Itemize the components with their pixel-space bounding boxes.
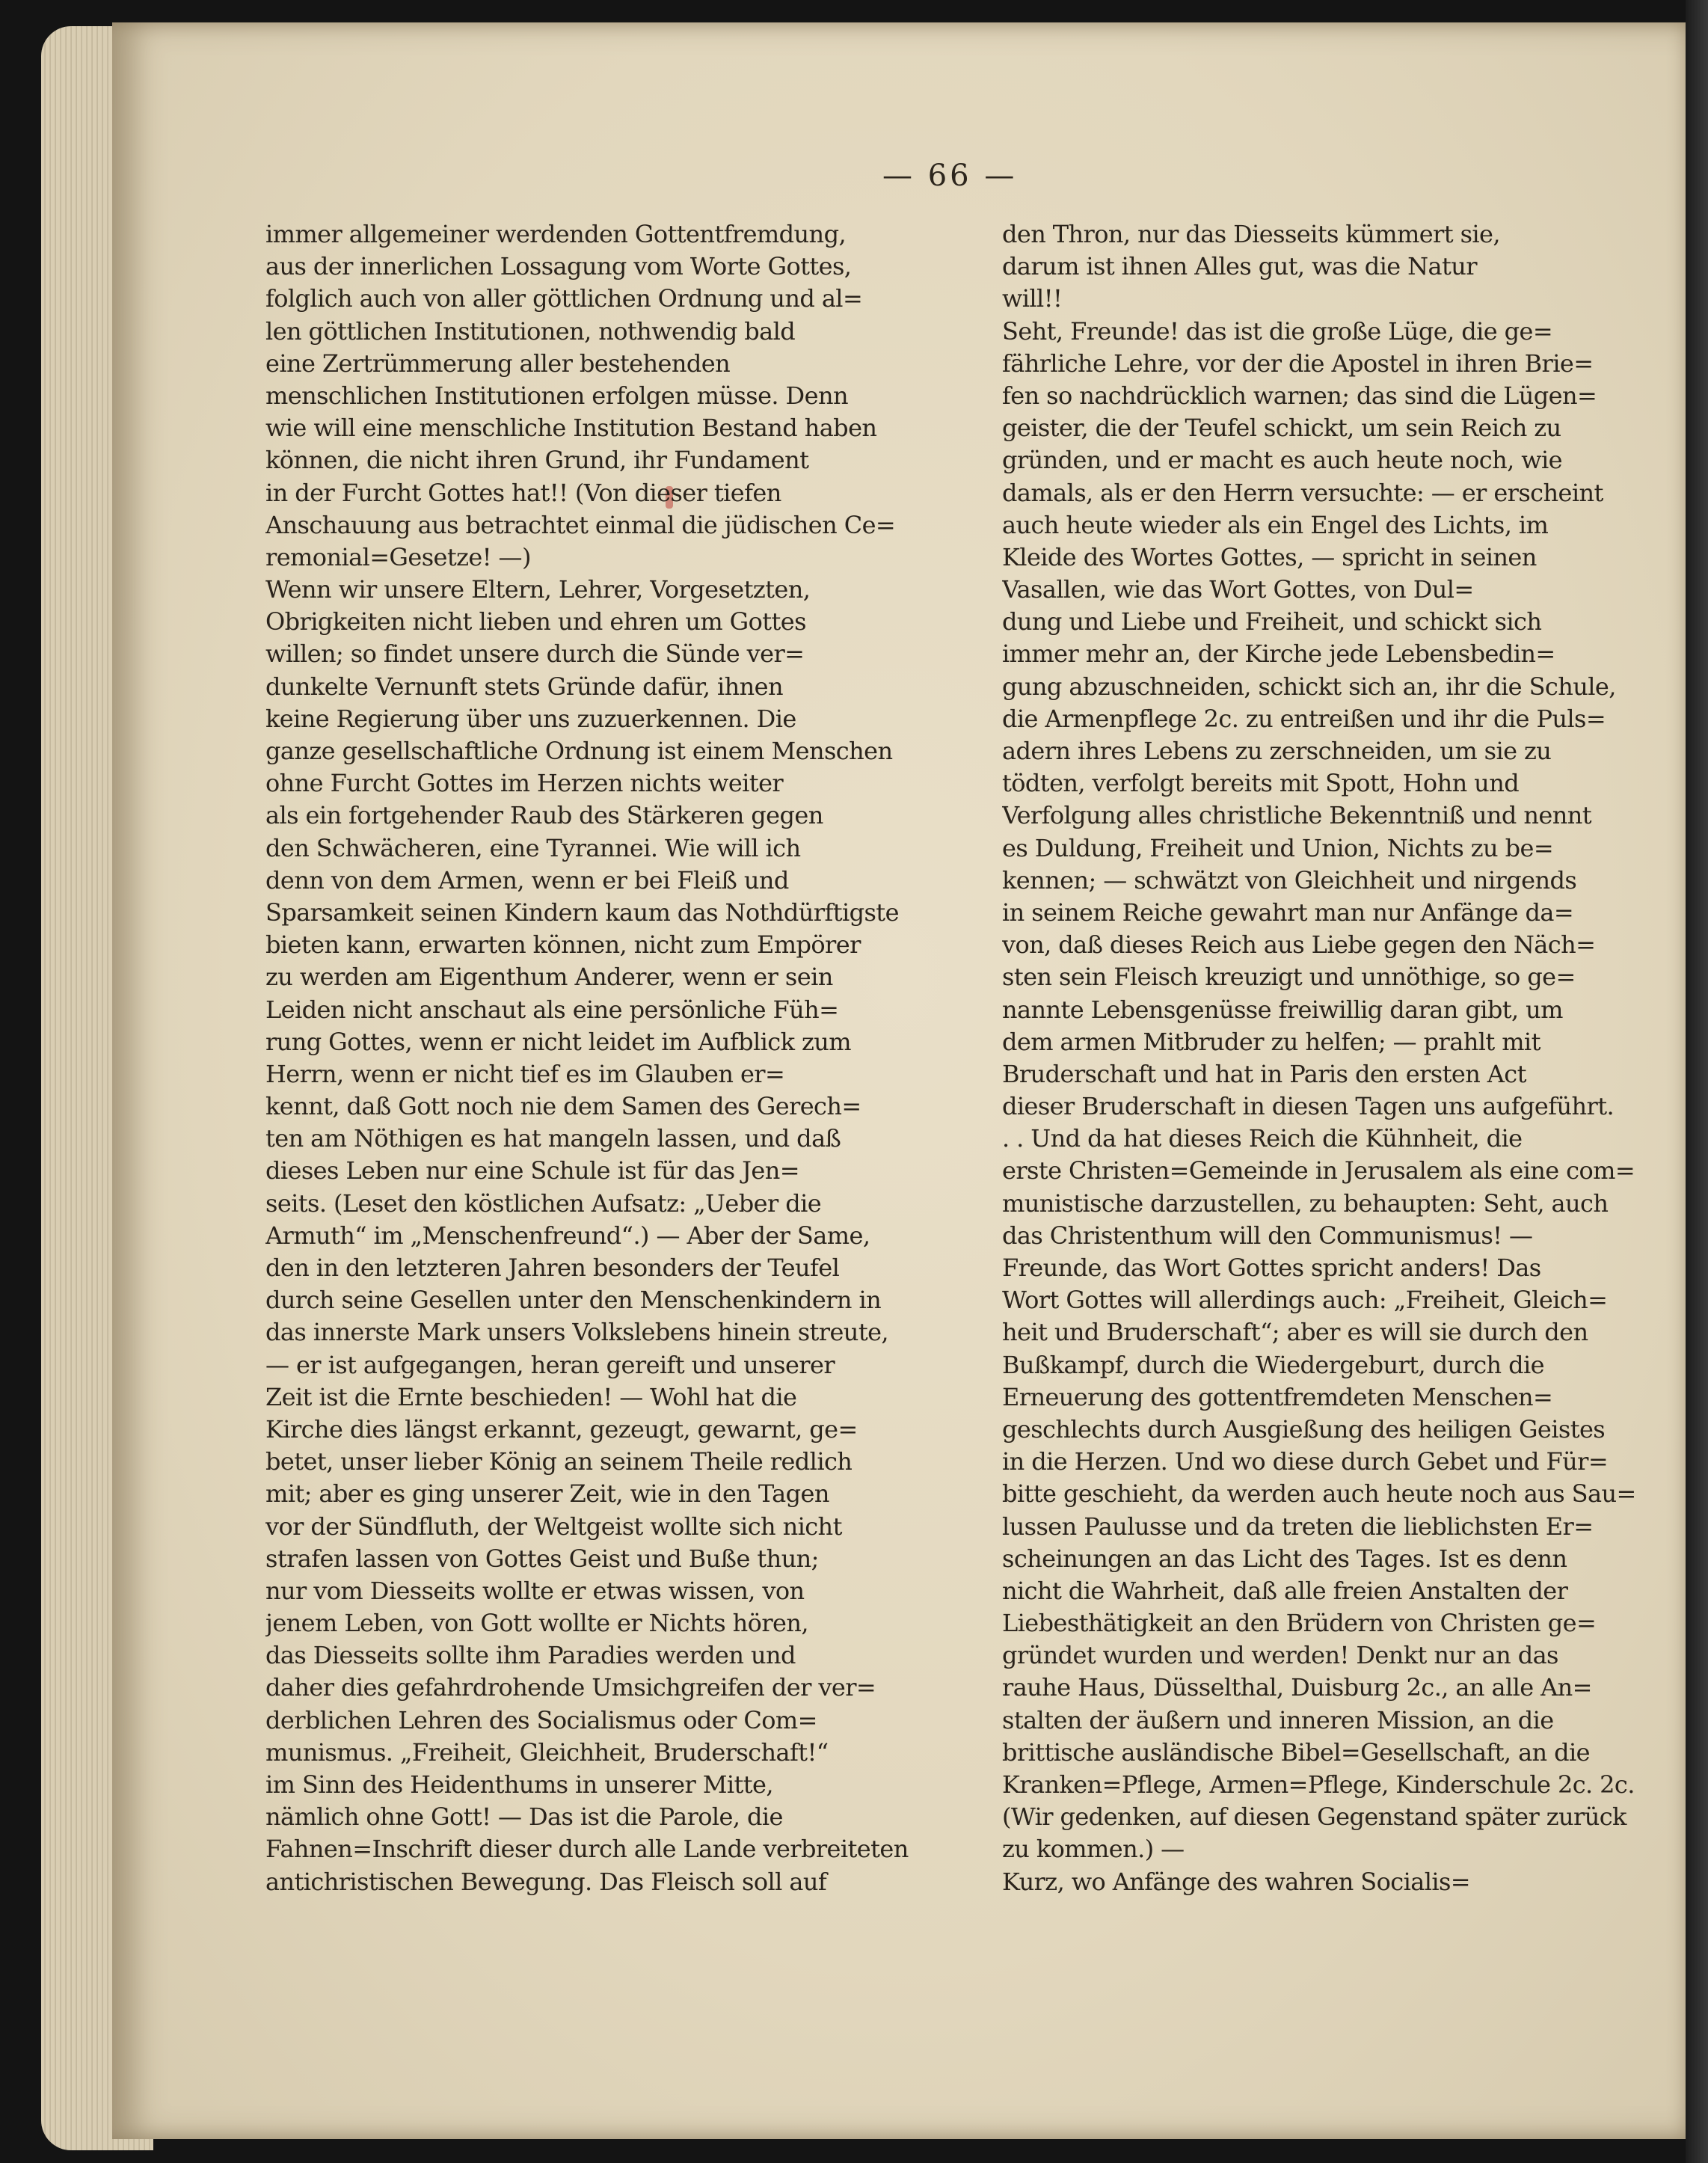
text-line: adern ihres Lebens zu zerschneiden, um sie zu: [1002, 737, 1552, 765]
text-line: — er ist aufgegangen, heran gereift und unserer: [265, 1350, 835, 1379]
text-line: den in den letzteren Jahren besonders der Teufel: [265, 1254, 840, 1282]
text-line: geschlechts durch Ausgießung des heiligen Geistes: [1002, 1414, 1606, 1443]
text-line: will!!: [1002, 284, 1063, 313]
text-line: folglich auch von aller göttlichen Ordnung und al=: [265, 284, 863, 313]
text-line: kennen; — schwätzt von Gleichheit und nirgends: [1002, 865, 1577, 895]
text-line: auch heute wieder als ein Engel des Lichts, im: [1002, 510, 1549, 539]
text-line: jenem Leben, von Gott wollte er Nichts hören,: [265, 1609, 808, 1638]
text-line: Wort Gottes will allerdings auch: „Freiheit, Gleich=: [1002, 1286, 1608, 1315]
text-line: Erneuerung des gottentfremdeten Menschen=: [1002, 1382, 1553, 1411]
text-line: bitte geschieht, da werden auch heute noch aus Sau=: [1002, 1479, 1636, 1509]
text-line: dung und Liebe und Freiheit, und schickt sich: [1002, 607, 1542, 636]
text-line: gung abzuschneiden, schickt sich an, ihr die Schule,: [1002, 672, 1616, 701]
text-line: Anschauung aus betrachtet einmal die jüdischen Ce=: [265, 510, 896, 539]
text-line: ten am Nöthigen es hat mangeln lassen, und daß: [265, 1124, 841, 1153]
text-line: wie will eine menschliche Institution Bestand haben: [265, 414, 877, 443]
text-line: sten sein Fleisch kreuzigt und unnöthige, so ge=: [1002, 963, 1576, 992]
text-line: heit und Bruderschaft“; aber es will sie durch den: [1002, 1318, 1588, 1347]
text-line: Seht, Freunde! das ist die große Lüge, die ge=: [1002, 316, 1553, 346]
text-line: Zeit ist die Ernte beschieden! — Wohl hat die: [265, 1382, 797, 1411]
text-line: Kirche dies längst erkannt, gezeugt, gewarnt, ge=: [265, 1414, 858, 1443]
text-line: erste Christen=Gemeinde in Jerusalem als eine com=: [1002, 1156, 1635, 1185]
text-line: dieser Bruderschaft in diesen Tagen uns aufgeführt.: [1002, 1092, 1615, 1121]
text-line: Wenn wir unsere Eltern, Lehrer, Vorgesetzten,: [265, 575, 811, 604]
text-line: menschlichen Institutionen erfolgen müsse. Denn: [265, 381, 848, 410]
text-line: den Thron, nur das Diesseits kümmert sie,: [1002, 220, 1500, 248]
text-line: die Armenpflege 2c. zu entreißen und ihr die Puls=: [1002, 704, 1606, 733]
text-line: Kleide des Wortes Gottes, — spricht in seinen: [1002, 542, 1537, 571]
text-line: dem armen Mitbruder zu helfen; — prahlt mit: [1002, 1027, 1540, 1056]
text-line: tödten, verfolgt bereits mit Spott, Hohn und: [1002, 769, 1520, 798]
text-line: dunkelte Vernunft stets Gründe dafür, ihnen: [265, 672, 784, 701]
text-line: Liebesthätigkeit an den Brüdern von Christen ge=: [1002, 1609, 1597, 1638]
text-line: Freunde, das Wort Gottes spricht anders! Das: [1002, 1254, 1541, 1282]
text-line: Verfolgung alles christliche Bekenntniß und nennt: [1002, 801, 1591, 830]
text-line: durch seine Gesellen unter den Menschenkindern in: [265, 1286, 882, 1315]
text-line: in die Herzen. Und wo diese durch Gebet und Für=: [1002, 1447, 1609, 1476]
text-line: Herrn, wenn er nicht tief es im Glauben er=: [265, 1059, 785, 1088]
text-line: derblichen Lehren des Socialismus oder Com=: [265, 1705, 817, 1734]
text-line: im Sinn des Heidenthums in unserer Mitte,: [265, 1770, 773, 1799]
text-line: fährliche Lehre, vor der die Apostel in ihren Brie=: [1002, 349, 1594, 378]
text-line: seits. (Leset den köstlichen Aufsatz: „Ueber die: [265, 1188, 822, 1218]
right-column: [1002, 218, 1668, 1898]
text-line: Armuth“ im „Menschenfreund“.) — Aber der Same,: [265, 1221, 870, 1250]
text-line: antichristischen Bewegung. Das Fleisch soll auf: [265, 1867, 827, 1896]
page-number: — 66 —: [882, 159, 1018, 193]
text-line: bieten kann, erwarten können, nicht zum Empörer: [265, 930, 861, 960]
text-line: Fahnen=Inschrift dieser durch alle Lande verbreiteten: [265, 1835, 909, 1864]
text-line: immer allgemeiner werdenden Gottentfremdung,: [265, 220, 847, 248]
text-line: nur vom Diesseits wollte er etwas wissen, von: [265, 1576, 805, 1605]
text-line: rung Gottes, wenn er nicht leidet im Aufblick zum: [265, 1027, 851, 1056]
text-line: nämlich ohne Gott! — Das ist die Parole, die: [265, 1802, 783, 1832]
text-line: Kurz, wo Anfänge des wahren Socialis=: [1002, 1867, 1471, 1896]
text-line: das Diesseits sollte ihm Paradies werden und: [265, 1641, 796, 1670]
text-line: keine Regierung über uns zuzuerkennen. Die: [265, 704, 796, 733]
text-line: Kranken=Pflege, Armen=Pflege, Kinderschule 2c. 2c.: [1002, 1770, 1635, 1799]
text-line: nannte Lebensgenüsse freiwillig daran gibt, um: [1002, 995, 1563, 1024]
text-line: geister, die der Teufel schickt, um sein Reich zu: [1002, 414, 1561, 443]
text-line: Vasallen, wie das Wort Gottes, von Dul=: [1002, 575, 1474, 604]
text-line: strafen lassen von Gottes Geist und Buße thun;: [265, 1544, 819, 1573]
text-line: remonial=Gesetze! —): [265, 542, 531, 571]
text-line: rauhe Haus, Düsselthal, Duisburg 2c., an alle An=: [1002, 1673, 1592, 1702]
text-line: immer mehr an, der Kirche jede Lebensbedin=: [1002, 639, 1555, 669]
text-line: stalten der äußern und inneren Mission, an die: [1002, 1705, 1554, 1734]
text-line: daher dies gefahrdrohende Umsichgreifen der ver=: [265, 1673, 876, 1702]
text-line: in der Furcht Gottes hat!! (Von dieser tiefen: [265, 478, 781, 507]
text-line: vor der Sündfluth, der Weltgeist wollte sich nicht: [265, 1512, 842, 1541]
text-line: das Christenthum will den Communismus! —: [1002, 1221, 1533, 1250]
text-line: Bußkampf, durch die Wiedergeburt, durch die: [1002, 1350, 1544, 1379]
text-line: gründen, und er macht es auch heute noch, wie: [1002, 446, 1563, 475]
text-line: ohne Furcht Gottes im Herzen nichts weiter: [265, 769, 784, 798]
text-line: munistische darzustellen, zu behaupten: Seht, auch: [1002, 1188, 1609, 1218]
text-line: willen; so findet unsere durch die Sünde ver=: [265, 639, 805, 669]
text-line: den Schwächeren, eine Tyrannei. Wie will ich: [265, 833, 801, 862]
text-line: nicht die Wahrheit, daß alle freien Anstalten der: [1002, 1576, 1568, 1605]
text-line: scheinungen an das Licht des Tages. Ist es denn: [1002, 1544, 1567, 1573]
text-line: Obrigkeiten nicht lieben und ehren um Gottes: [265, 607, 806, 636]
text-line: damals, als er den Herrn versuchte: — er erscheint: [1002, 478, 1603, 507]
text-line: len göttlichen Institutionen, nothwendig bald: [265, 316, 796, 346]
text-line: lussen Paulusse und da treten die lieblichsten Er=: [1002, 1512, 1594, 1541]
book-cover-edge: [1686, 0, 1708, 2163]
text-line: das innerste Mark unsers Volkslebens hinein streute,: [265, 1318, 888, 1347]
text-line: eine Zertrümmerung aller bestehenden: [265, 349, 731, 378]
text-line: können, die nicht ihren Grund, ihr Fundament: [265, 446, 809, 475]
text-line: Sparsamkeit seinen Kindern kaum das Nothdürftigste: [265, 898, 899, 927]
text-line: Bruderschaft und hat in Paris den ersten Act: [1002, 1059, 1526, 1088]
text-line: mit; aber es ging unserer Zeit, wie in den Tagen: [265, 1479, 829, 1509]
text-line: zu kommen.) —: [1002, 1835, 1185, 1864]
text-line: in seinem Reiche gewahrt man nur Anfänge da=: [1002, 898, 1574, 927]
text-line: ganze gesellschaftliche Ordnung ist einem Menschen: [265, 737, 893, 765]
text-line: aus der innerlichen Lossagung vom Worte Gottes,: [265, 252, 852, 281]
text-line: darum ist ihnen Alles gut, was die Natur: [1002, 252, 1477, 281]
text-line: munismus. „Freiheit, Gleichheit, Bruderschaft!“: [265, 1737, 829, 1767]
text-line: es Duldung, Freiheit und Union, Nichts zu be=: [1002, 833, 1554, 862]
text-line: . . Und da hat dieses Reich die Kühnheit, die: [1002, 1124, 1523, 1153]
text-line: zu werden am Eigenthum Anderer, wenn er sein: [265, 963, 833, 992]
text-line: (Wir gedenken, auf diesen Gegenstand später zurück: [1002, 1802, 1626, 1832]
text-line: brittische ausländische Bibel=Gesellschaft, an die: [1002, 1737, 1590, 1767]
left-column: [265, 218, 931, 1898]
text-line: dieses Leben nur eine Schule ist für das Jen=: [265, 1156, 799, 1185]
text-line: Leiden nicht anschaut als eine persönliche Füh=: [265, 995, 839, 1024]
text-line: betet, unser lieber König an seinem Theile redlich: [265, 1447, 853, 1476]
text-line: kennt, daß Gott noch nie dem Samen des Gerech=: [265, 1092, 861, 1121]
text-line: fen so nachdrücklich warnen; das sind die Lügen=: [1002, 381, 1597, 410]
text-line: als ein fortgehender Raub des Stärkeren gegen: [265, 801, 823, 830]
text-line: denn von dem Armen, wenn er bei Fleiß und: [265, 865, 789, 895]
text-line: von, daß dieses Reich aus Liebe gegen den Näch=: [1002, 930, 1596, 960]
text-line: gründet wurden und werden! Denkt nur an das: [1002, 1641, 1558, 1670]
